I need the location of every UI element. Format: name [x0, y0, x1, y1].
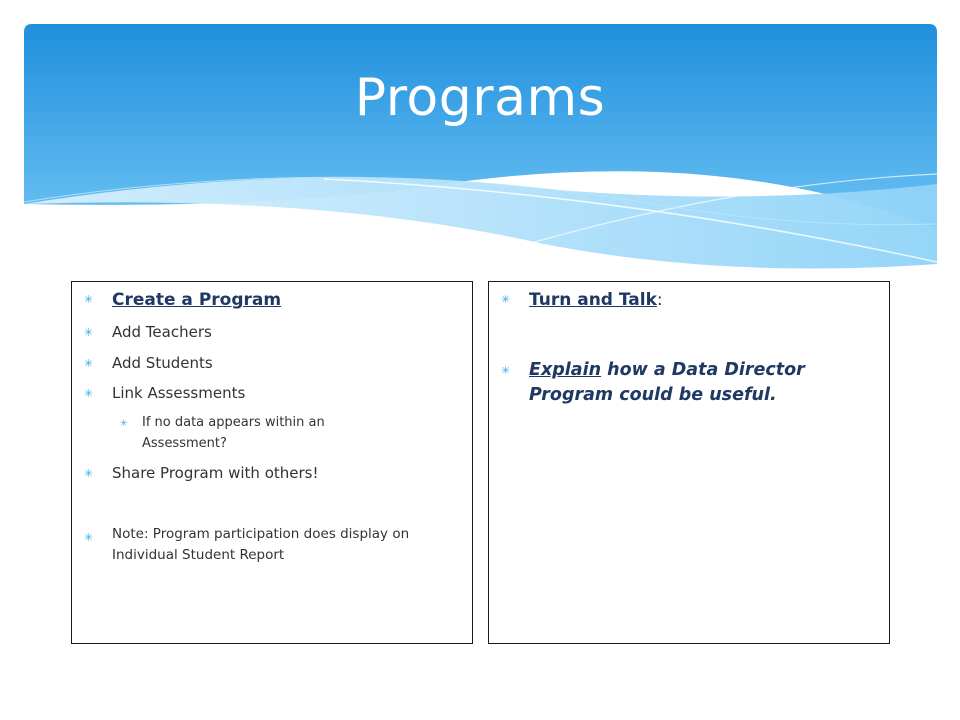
header-banner [24, 24, 937, 274]
list-item [84, 354, 213, 372]
header-wave-graphic [24, 24, 937, 274]
list-item [84, 323, 212, 341]
list-item [84, 384, 246, 402]
share-program-label: Share Program with others! [112, 464, 319, 482]
create-program-heading[interactable]: Create a Program [112, 290, 282, 310]
list-item [501, 290, 663, 310]
asterisk-bullet-icon: ✳ [84, 326, 94, 339]
asterisk-bullet-icon: ✳ [84, 357, 94, 370]
list-item-label: Link Assessments [112, 384, 246, 402]
note-text: Note: Program participation does display on Individual Student Report [112, 526, 410, 563]
prompt-text: how a Data Director Program could be useful. [529, 360, 805, 405]
list-item-label: Add Students [112, 354, 213, 372]
list-item [84, 464, 319, 482]
right-content-panel [488, 281, 890, 644]
left-content-panel [71, 281, 473, 644]
slide-title: Programs [354, 68, 606, 128]
sub-list-item-label: If no data appears within an Assessment? [142, 415, 325, 451]
list-item [501, 358, 849, 408]
asterisk-bullet-icon: ✳ [84, 531, 94, 544]
list-item [84, 290, 282, 310]
list-item [84, 524, 467, 566]
asterisk-bullet-icon: ✳ [84, 467, 94, 480]
turn-and-talk-heading[interactable]: Turn and Talk [529, 290, 657, 310]
asterisk-bullet-icon: ✳ [501, 293, 511, 306]
sub-list-item [120, 412, 392, 454]
asterisk-bullet-icon: ✳ [84, 293, 94, 306]
explain-link[interactable]: Explain [529, 360, 602, 380]
list-item-label: Add Teachers [112, 323, 212, 341]
heading-colon: : [656, 290, 663, 310]
asterisk-bullet-icon: ✳ [84, 387, 94, 400]
asterisk-bullet-icon: ✳ [120, 419, 128, 429]
asterisk-bullet-icon: ✳ [501, 364, 511, 377]
